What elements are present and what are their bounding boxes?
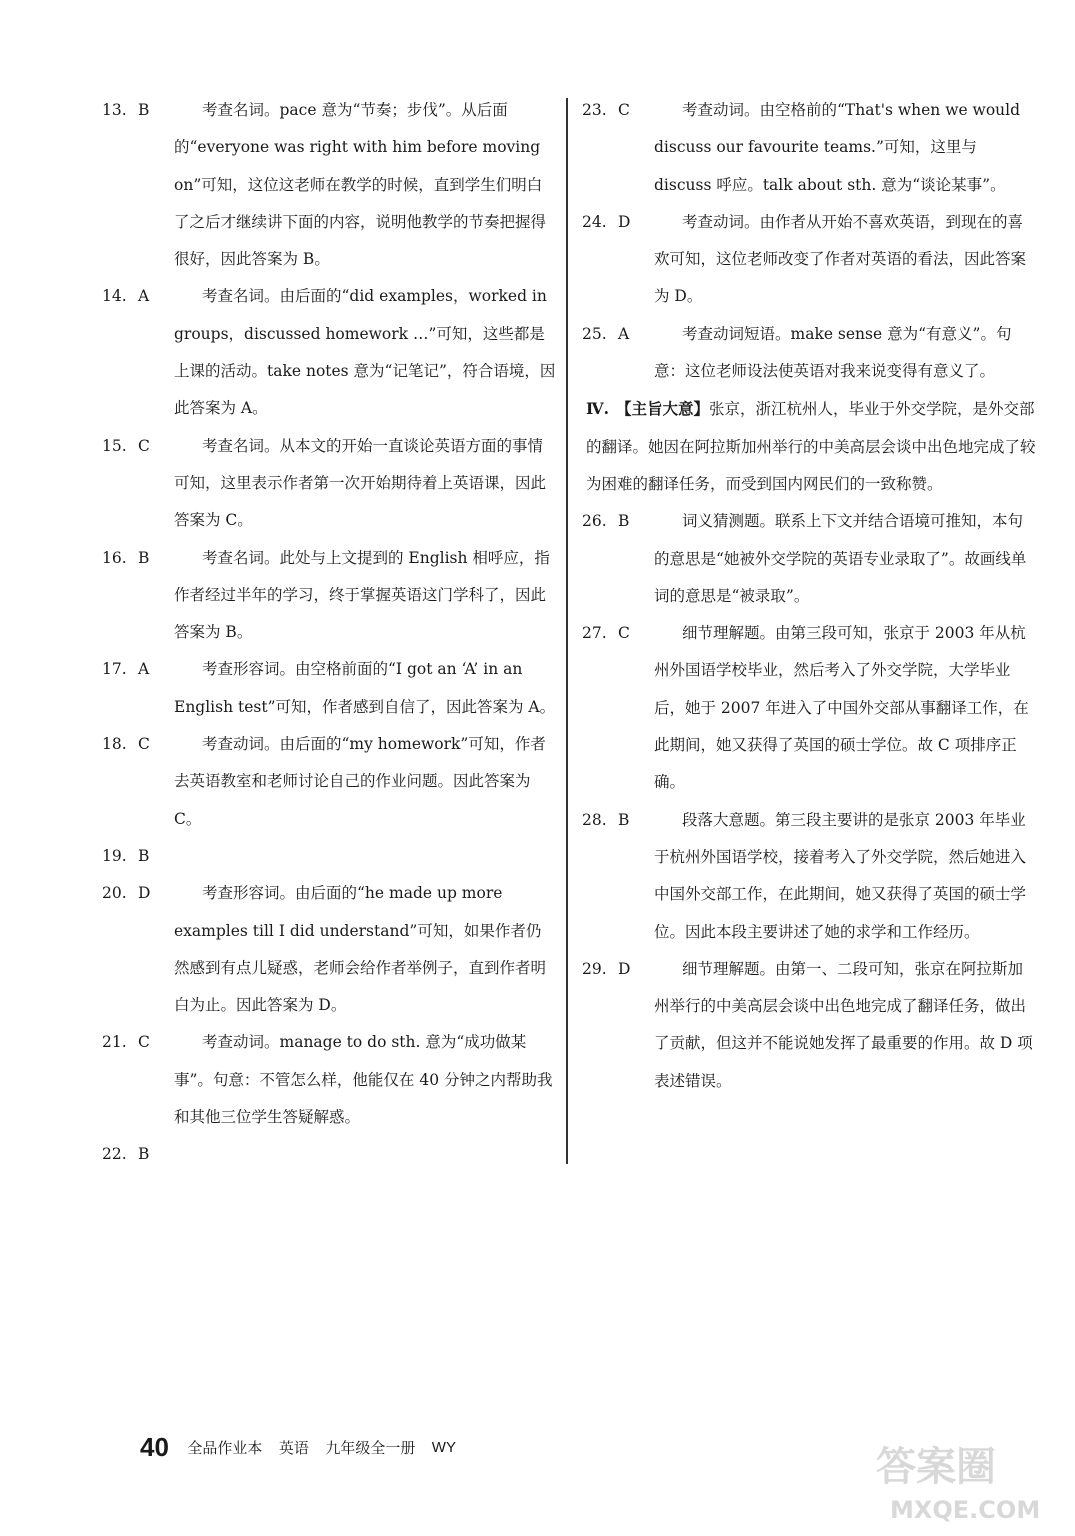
question-number: 17. [102, 660, 127, 679]
answer-letter: B [138, 846, 150, 865]
answer-letter: C [138, 1033, 150, 1052]
question-number: 29. [582, 959, 607, 978]
subject-label: 英语 [278, 1440, 309, 1457]
answer-item [582, 802, 1038, 951]
answer-letter: A [138, 660, 150, 679]
answer-item [102, 651, 556, 726]
edition-label: WY [431, 1439, 456, 1456]
answer-letter: A [138, 287, 150, 306]
answer-letter: D [618, 212, 631, 231]
answer-letter: B [618, 512, 630, 531]
answer-item [102, 1136, 556, 1173]
column-divider [566, 98, 568, 1164]
watermark-logo [870, 1434, 1055, 1526]
page-footer [140, 1432, 468, 1463]
grade-label: 九年级全一册 [325, 1440, 416, 1457]
answer-item [582, 92, 1038, 204]
answer-letter: D [138, 884, 151, 903]
question-number: 24. [582, 212, 607, 231]
explanation-text: 考查动词。由空格前的“That's when we would discuss our favourite teams.”可知，这里与 discuss 呼应。talk about sth. 意为“谈论某事”。 [654, 101, 1021, 194]
summary-text: 张京，浙江杭州人，毕业于外交学院，是外交部的翻译。她因在阿拉斯加州举行的中美高层会谈中出色地完成了较为困难的翻译任务，而受到国内网民们的一致称赞。 [586, 400, 1036, 493]
answer-letter: C [138, 436, 150, 455]
answer-letter: B [618, 810, 630, 829]
question-number: 18. [102, 735, 127, 754]
watermark-chars: 答案圈 [876, 1444, 996, 1490]
answer-item [102, 838, 556, 875]
answer-item [582, 316, 1038, 391]
explanation-text: 考查形容词。由空格前面的“I got an ‘A’ in an English test”可知，作者感到自信了，因此答案为 A。 [174, 660, 556, 716]
section-roman-numeral: Ⅳ. [586, 399, 609, 419]
answer-item [102, 428, 556, 540]
explanation-text: 段落大意题。第三段主要讲的是张京 2003 年毕业于杭州外国语学校，接着考入了外交学院，然后她进入中国外交部工作，在此期间，她又获得了英国的硕士学位。因此本段主要讲述了她的求学和工作经历。 [654, 810, 1027, 941]
question-number: 19. [102, 846, 127, 865]
explanation-text: 考查动词。由作者从开始不喜欢英语，到现在的喜欢可知，这位老师改变了作者对英语的看法，因此答案为 D。 [654, 212, 1027, 306]
explanation-text: 细节理解题。由第一、二段可知，张京在阿拉斯加州举行的中美高层会谈中出色地完成了翻译任务，做出了贡献，但这并不能说她发挥了最重要的作用。故 D 项表述错误。 [654, 959, 1033, 1090]
answer-item [582, 204, 1038, 316]
question-number: 28. [582, 810, 607, 829]
answer-letter: A [618, 324, 630, 343]
answer-item [102, 540, 556, 652]
question-number: 22. [102, 1145, 127, 1164]
question-number: 15. [102, 436, 127, 455]
book-title: 全品作业本 [187, 1440, 263, 1457]
answer-letter: C [618, 624, 630, 643]
explanation-text: 考查动词。由后面的“my homework”可知，作者去英语教室和老师讨论自己的作业问题。因此答案为 C。 [174, 735, 546, 828]
question-number: 13. [102, 101, 127, 119]
answer-letter: C [618, 101, 630, 119]
explanation-text: 考查形容词。由后面的“he made up more examples till I did understand”可知，如果作者仍然感到有点儿疑惑，老师会给作者举例子，直到作者明白为止。因此答案为 D。 [174, 884, 547, 1015]
answer-item [102, 726, 556, 838]
explanation-text: 考查名词。此处与上文提到的 English 相呼应，指作者经过半年的学习，终于掌握英语这门学科了，因此答案为 B。 [174, 548, 550, 642]
explanation-text: 考查名词。从本文的开始一直谈论英语方面的事情可知，这里表示作者第一次开始期待着上英语课，因此答案为 C。 [174, 436, 547, 530]
answer-item [582, 503, 1038, 615]
question-number: 27. [582, 624, 607, 643]
explanation-text: 词义猜测题。联系上下文并结合语境可推知，本句的意思是“她被外交学院的英语专业录取了”。故画线单词的意思是“被录取”。 [654, 512, 1027, 605]
question-number: 25. [582, 324, 607, 343]
page-number: 40 [140, 1432, 169, 1462]
answer-item [582, 615, 1038, 801]
question-number: 23. [582, 101, 607, 119]
passage-summary [586, 390, 1038, 503]
answer-item [102, 92, 556, 278]
explanation-text: 考查名词。由后面的“did examples，worked in groups，discussed homework …”可知，这些都是上课的活动。take notes 意为“记笔记”，符合语境，因此答案为 A。 [174, 287, 556, 418]
answer-item [102, 278, 556, 427]
question-number: 21. [102, 1033, 127, 1052]
answer-letter: B [138, 548, 150, 567]
explanation-text: 考查动词。manage to do sth. 意为“成功做某事”。句意：不管怎么样，他能仅在 40 分钟之内帮助我和其他三位学生答疑解惑。 [174, 1033, 553, 1127]
answer-letter: B [138, 1145, 150, 1164]
left-column [102, 92, 556, 1174]
explanation-text: 细节理解题。由第三段可知，张京于 2003 年从杭州外国语学校毕业，然后考入了外交学院，大学毕业后，她于 2007 年进入了中国外交部从事翻译工作，在此期间，她又获得了英国的硕士学位。故 C 项排序正确。 [654, 624, 1029, 792]
summary-label: 【主旨大意】 [616, 399, 710, 419]
question-number: 14. [102, 287, 127, 306]
question-number: 26. [582, 512, 607, 531]
answer-item [102, 1024, 556, 1136]
answer-letter: C [138, 735, 150, 754]
answer-letter: D [618, 959, 631, 978]
answer-item [582, 951, 1038, 1100]
explanation-text: 考查名词。pace 意为“节奏；步伐”。从后面的“everyone was right with him before moving on”可知，这位这老师在教学的时候，直到学生们明白了之后才继续讲下面的内容，说明他教学的节奏把握得很好，因此答案为 B。 [174, 101, 547, 269]
answer-item [102, 875, 556, 1024]
answer-letter: B [138, 101, 150, 119]
question-number: 20. [102, 884, 127, 903]
explanation-text: 考查动词短语。make sense 意为“有意义”。句意：这位老师设法使英语对我来说变得有意义了。 [654, 324, 1012, 381]
right-column [582, 92, 1038, 1100]
watermark-url: MXQE.COM [890, 1496, 1041, 1524]
question-number: 16. [102, 548, 127, 567]
